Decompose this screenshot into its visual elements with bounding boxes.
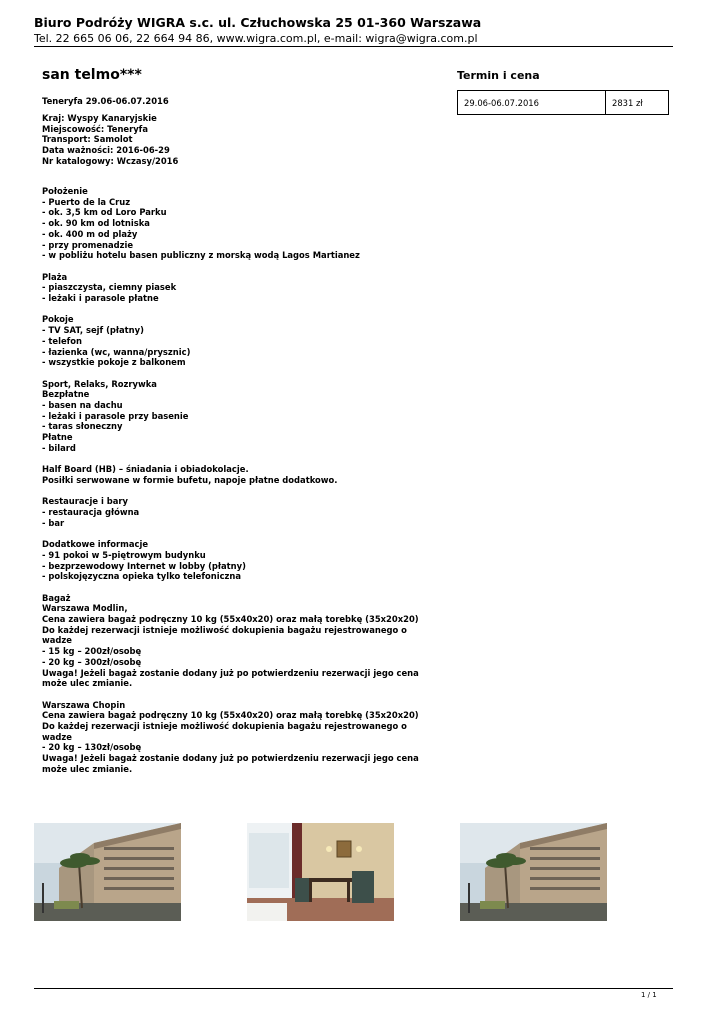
- section-line: - wszystkie pokoje z balkonem: [42, 357, 186, 368]
- section-line: Warszawa Modlin,: [42, 603, 128, 614]
- description-section: [42, 272, 442, 304]
- description-section: [42, 496, 442, 528]
- offer-meta: [42, 113, 178, 167]
- description-section: [42, 379, 442, 454]
- photo-hotel-exterior-1: [34, 823, 181, 921]
- meta-location: Miejscowość: Teneryfa: [42, 123, 148, 134]
- photo-hotel-exterior-2: [460, 823, 607, 921]
- section-heading: Bagaż: [42, 592, 71, 603]
- price-value: 2831 zł: [606, 91, 669, 115]
- section-line: wadze: [42, 731, 72, 742]
- section-line: Cena zawiera bagaż podręczny 10 kg (55x40x20) oraz małą torebkę (35x20x20): [42, 614, 419, 625]
- section-heading: Pokoje: [42, 314, 74, 325]
- section-line: - bezprzewodowy Internet w lobby (płatny): [42, 560, 246, 571]
- document-header: [34, 14, 674, 46]
- section-heading: Warszawa Chopin: [42, 699, 126, 710]
- section-line: - 20 kg – 130zł/osobę: [42, 742, 142, 753]
- page-number: 1 / 1: [641, 991, 657, 999]
- meta-valid-date: Data ważności: 2016-06-29: [42, 145, 170, 156]
- trip-dates: Teneryfa 29.06-06.07.2016: [42, 96, 169, 106]
- photo-hotel-room: [247, 823, 394, 921]
- description-section: [42, 539, 442, 582]
- description-section: [42, 186, 442, 261]
- meta-catalog-number: Nr katalogowy: Wczasy/2016: [42, 155, 179, 166]
- section-line: - leżaki i parasole przy basenie: [42, 410, 189, 421]
- price-table: [457, 90, 669, 115]
- section-line: - bar: [42, 517, 65, 528]
- section-line: - bilard: [42, 442, 76, 453]
- section-line: - telefon: [42, 335, 82, 346]
- section-heading: Half Board (HB) – śniadania i obiadokolacje.: [42, 464, 249, 475]
- footer-divider: [34, 988, 673, 989]
- section-line: Cena zawiera bagaż podręczny 10 kg (55x40x20) oraz małą torebkę (35x20x20): [42, 710, 419, 721]
- section-line: - 20 kg – 300zł/osobę: [42, 656, 142, 667]
- price-heading: Termin i cena: [457, 69, 540, 82]
- meta-country: Kraj: Wyspy Kanaryjskie: [42, 113, 157, 123]
- section-line: - piaszczysta, ciemny piasek: [42, 282, 177, 293]
- company-name: Biuro Podróży WIGRA s.c. ul. Człuchowska 25 01-360 Warszawa: [34, 15, 482, 30]
- section-heading: Położenie: [42, 186, 88, 196]
- section-line: - ok. 90 km od lotniska: [42, 218, 150, 229]
- section-line: - łazienka (wc, wanna/prysznic): [42, 346, 191, 357]
- section-line: Do każdej rezerwacji istnieje możliwość dokupienia bagażu rejestrowanego o: [42, 624, 407, 635]
- section-line: - 91 pokoi w 5-piętrowym budynku: [42, 549, 206, 560]
- section-heading: Dodatkowe informacje: [42, 539, 149, 550]
- section-line: Uwaga! Jeżeli bagaż zostanie dodany już po potwierdzeniu rezerwacji jego cena: [42, 667, 419, 678]
- header-divider: [34, 46, 673, 47]
- section-line: - ok. 400 m od plaży: [42, 228, 138, 239]
- section-line: może ulec zmianie.: [42, 678, 133, 689]
- section-line: - 15 kg – 200zł/osobę: [42, 646, 142, 657]
- description-section: [42, 464, 442, 485]
- description-section: [42, 700, 442, 775]
- price-row: [458, 91, 669, 115]
- section-line: wadze: [42, 635, 72, 646]
- section-line: Płatne: [42, 432, 73, 443]
- section-line: - przy promenadzie: [42, 239, 134, 250]
- offer-title: san telmo***: [42, 67, 142, 83]
- offer-description: [42, 186, 442, 785]
- section-line: - leżaki i parasole płatne: [42, 293, 159, 304]
- section-heading: Restauracje i bary: [42, 496, 128, 507]
- section-line: Uwaga! Jeżeli bagaż zostanie dodany już po potwierdzeniu rezerwacji jego cena: [42, 753, 419, 764]
- section-line: Do każdej rezerwacji istnieje możliwość dokupienia bagażu rejestrowanego o: [42, 721, 407, 732]
- section-line: może ulec zmianie.: [42, 763, 133, 774]
- section-line: Bezpłatne: [42, 389, 90, 400]
- section-heading: Plaża: [42, 271, 68, 282]
- description-section: [42, 314, 442, 368]
- price-date: 29.06-06.07.2016: [458, 91, 606, 115]
- description-section: [42, 593, 442, 689]
- section-line: - restauracja główna: [42, 507, 140, 518]
- section-line: - w pobliżu hotelu basen publiczny z morską wodą Lagos Martianez: [42, 250, 360, 261]
- section-line: - TV SAT, sejf (płatny): [42, 325, 144, 336]
- section-line: - polskojęzyczna opieka tylko telefoniczna: [42, 571, 242, 582]
- section-line: - Puerto de la Cruz: [42, 196, 131, 207]
- meta-transport: Transport: Samolot: [42, 134, 133, 145]
- section-line: - ok. 3,5 km od Loro Parku: [42, 207, 167, 218]
- section-line: - basen na dachu: [42, 400, 123, 411]
- section-heading: Sport, Relaks, Rozrywka: [42, 378, 157, 389]
- section-line: Posiłki serwowane w formie bufetu, napoje płatne dodatkowo.: [42, 474, 338, 485]
- company-contact: Tel. 22 665 06 06, 22 664 94 86, www.wigra.com.pl, e-mail: wigra@wigra.com.pl: [34, 32, 478, 45]
- section-line: - taras słoneczny: [42, 421, 123, 432]
